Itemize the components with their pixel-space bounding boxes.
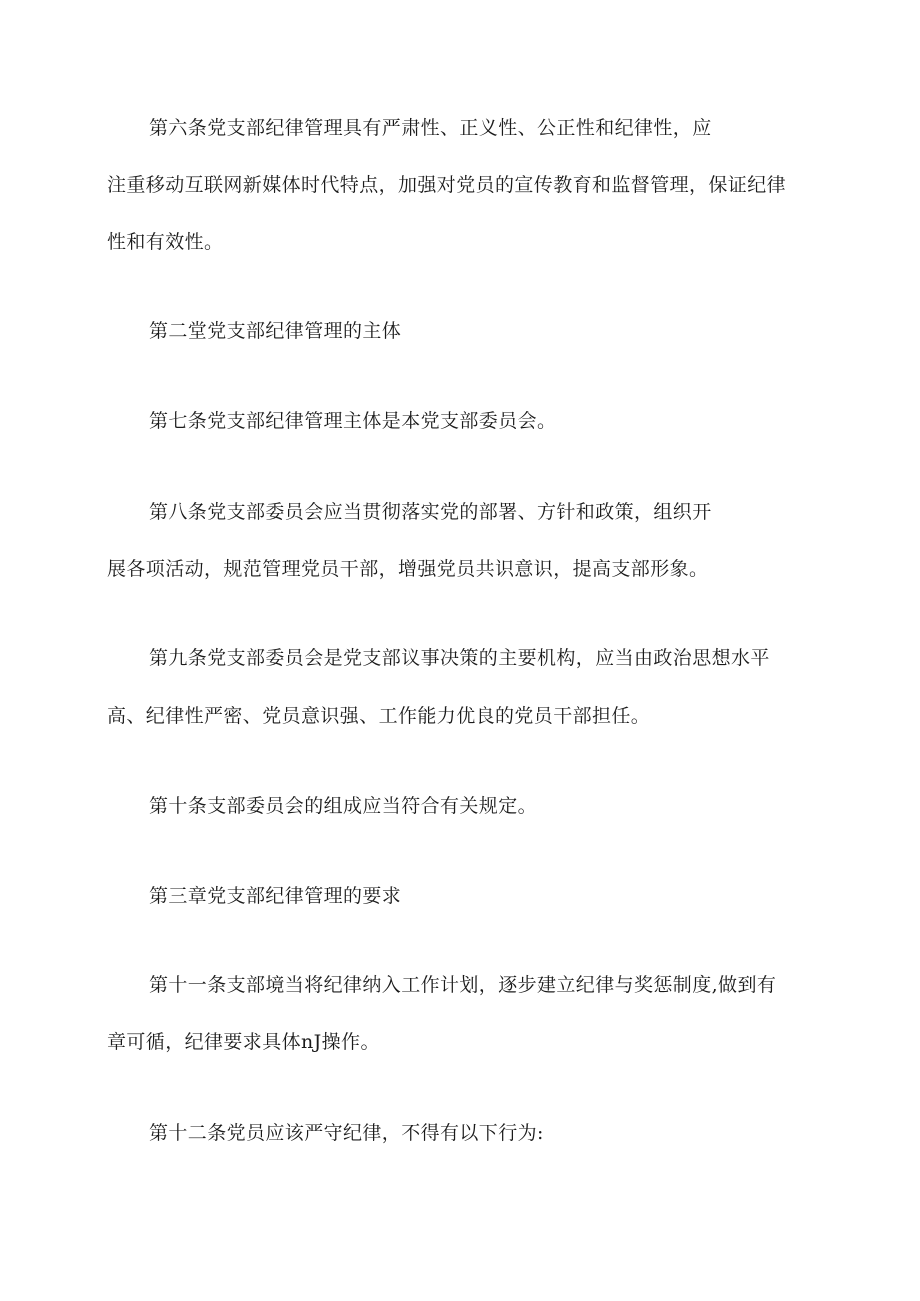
article-6-line-2: 注重移动互联网新媒体时代特点，加强对党员的宣传教育和监督管理，保证纪律: [107, 174, 787, 196]
article-9-line-2: 高、纪律性严密、党员意识强、工作能力优良的党员干部担任。: [107, 705, 651, 727]
article-9-line-1: 第九条党支部委员会是党支部议事决策的主要机构，应当由政治思想水平: [149, 647, 770, 669]
article-11-line-2: 章可循，纪律要求具体nJ操作。: [107, 1031, 380, 1053]
chapter-3-heading: 第三章党支部纪律管理的要求: [149, 885, 402, 907]
article-6-line-3: 性和有效性。: [107, 231, 224, 253]
article-7-line-1: 第七条党支部纪律管理主体是本党支部委员会。: [149, 410, 557, 432]
article-12-line-1: 第十二条党员应该严守纪律，不得有以下行为:: [149, 1122, 544, 1144]
article-8-line-2: 展各项活动，规范管理党员干部，增强党员共识意识，提高支部形象。: [107, 558, 709, 580]
article-6-line-1: 第六条党支部纪律管理具有严肃性、正义性、公正性和纪律性，应: [149, 117, 712, 139]
article-11-line-1: 第十一条支部境当将纪律纳入工作计划，逐步建立纪律与奖惩制度,做到有: [149, 974, 777, 996]
article-10-line-1: 第十条支部委员会的组成应当符合有关规定。: [149, 795, 538, 817]
chapter-2-heading: 第二堂党支部纪律管理的主体: [149, 320, 402, 342]
article-8-line-1: 第八条党支部委员会应当贯彻落实党的部署、方针和政策，组织开: [149, 501, 712, 523]
